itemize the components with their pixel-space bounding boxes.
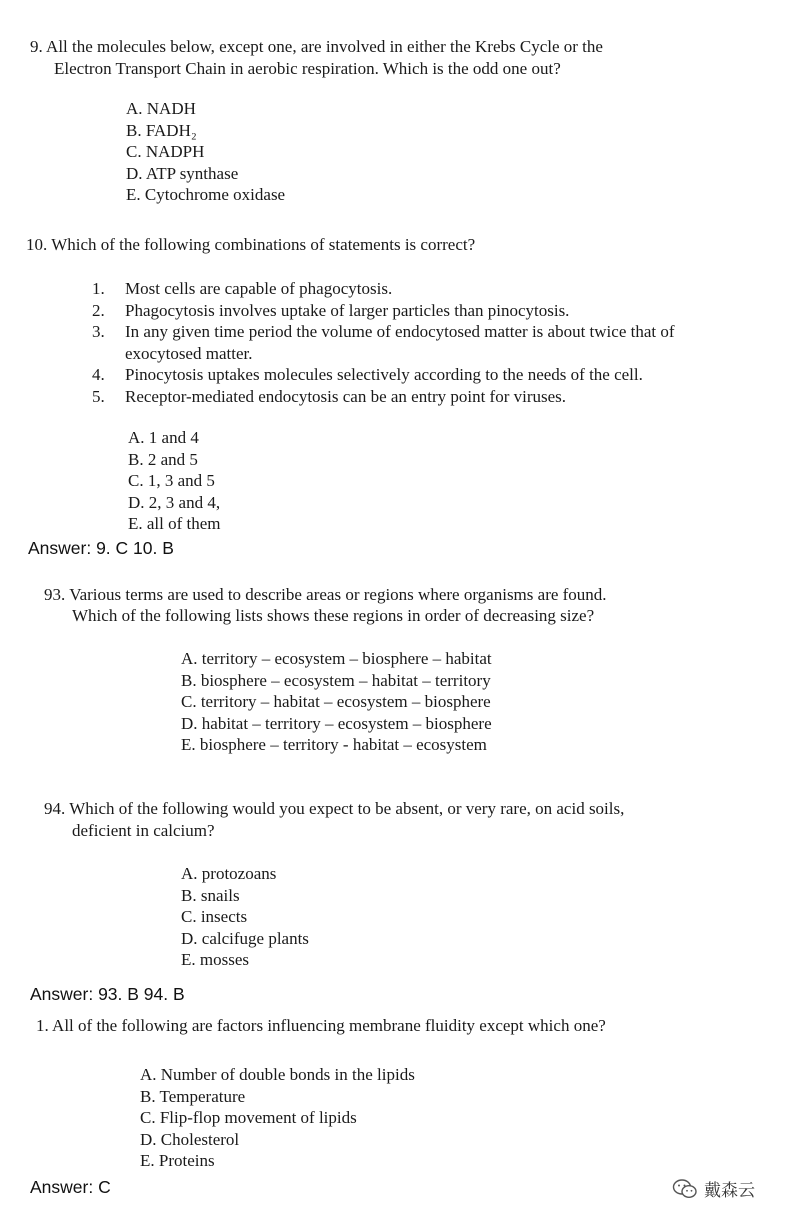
q1-option-e: E. Proteins	[140, 1151, 215, 1171]
q10-statement-2: 2. Phagocytosis involves uptake of larger particles than pinocytosis.	[92, 300, 570, 320]
q10-option-b: B. 2 and 5	[128, 449, 198, 469]
q93-option-e: E. biosphere – territory - habitat – ecosystem	[181, 735, 487, 755]
q9-option-e: E. Cytochrome oxidase	[126, 185, 286, 205]
watermark	[672, 1176, 755, 1201]
q9-option-a: A. NADH	[126, 99, 196, 118]
q94-stem-line2: deficient in calcium?	[72, 821, 215, 840]
q93-option-a: A. territory – ecosystem – biosphere – habitat	[181, 649, 492, 668]
q9-option-b: B. FADH₂	[126, 120, 197, 140]
q94-option-e: E. mosses	[181, 950, 249, 970]
q94-options	[181, 863, 309, 971]
q93-option-c: C. territory – habitat – ecosystem – biosphere	[181, 692, 491, 712]
q93-option-b: B. biosphere – ecosystem – habitat – territory	[181, 670, 491, 690]
q10-option-c: C. 1, 3 and 5	[128, 471, 215, 491]
q10-statement-4: 4. Pinocytosis uptakes molecules selectively according to the needs of the cell.	[92, 365, 643, 385]
q10-statement-1: 1. Most cells are capable of phagocytosis.	[92, 279, 393, 298]
q9-stem-line1: 9. All the molecules below, except one, are involved in either the Krebs Cycle or the	[30, 37, 603, 56]
q93-options	[181, 648, 492, 756]
q9-options	[126, 98, 285, 206]
q9-option-d: D. ATP synthase	[126, 163, 239, 183]
q1-option-d: D. Cholesterol	[140, 1129, 240, 1149]
q10-statement-3: 3. In any given time period the volume of endocytosed matter is about twice that of	[92, 322, 675, 342]
q10-statement-3-cont: exocytosed matter.	[125, 343, 253, 363]
q94-option-d: D. calcifuge plants	[181, 928, 309, 948]
q94-option-b: B. snails	[181, 885, 240, 905]
wechat-icon	[672, 1178, 698, 1200]
q1-options	[140, 1064, 415, 1172]
q10-statement-5: 5. Receptor-mediated endocytosis can be an entry point for viruses.	[92, 386, 567, 406]
q1-stem: 1. All of the following are factors influencing membrane fluidity except which one?	[36, 1016, 606, 1035]
q94-stem-line1: 94. Which of the following would you expect to be absent, or very rare, on acid soils,	[44, 799, 625, 818]
q10-option-e: E. all of them	[128, 514, 221, 534]
q10-options	[128, 427, 221, 535]
q93-stem-line1: 93. Various terms are used to describe areas or regions where organisms are found.	[44, 585, 607, 604]
answer-93-94: Answer: 93. B 94. B	[30, 984, 185, 1004]
q94-option-a: A. protozoans	[181, 864, 277, 883]
q10-statements	[92, 278, 675, 408]
q9-stem-line2: Electron Transport Chain in aerobic respiration. Which is the odd one out?	[54, 59, 561, 78]
q10-stem: 10. Which of the following combinations of statements is correct?	[26, 235, 476, 254]
q93-stem-line2: Which of the following lists shows these regions in order of decreasing size?	[72, 606, 595, 625]
q1-option-a: A. Number of double bonds in the lipids	[140, 1065, 415, 1084]
answer-1: Answer: C	[30, 1177, 111, 1197]
watermark-text: 戴森云	[704, 1181, 755, 1201]
q1-option-c: C. Flip-flop movement of lipids	[140, 1108, 357, 1128]
q9-option-c: C. NADPH	[126, 142, 205, 162]
q1-option-b: B. Temperature	[140, 1086, 246, 1106]
q10-option-a: A. 1 and 4	[128, 428, 199, 447]
q10-option-d: D. 2, 3 and 4,	[128, 492, 221, 512]
answer-9-10: Answer: 9. C 10. B	[28, 538, 174, 558]
q93-option-d: D. habitat – territory – ecosystem – biosphere	[181, 713, 492, 733]
q94-option-c: C. insects	[181, 907, 248, 927]
